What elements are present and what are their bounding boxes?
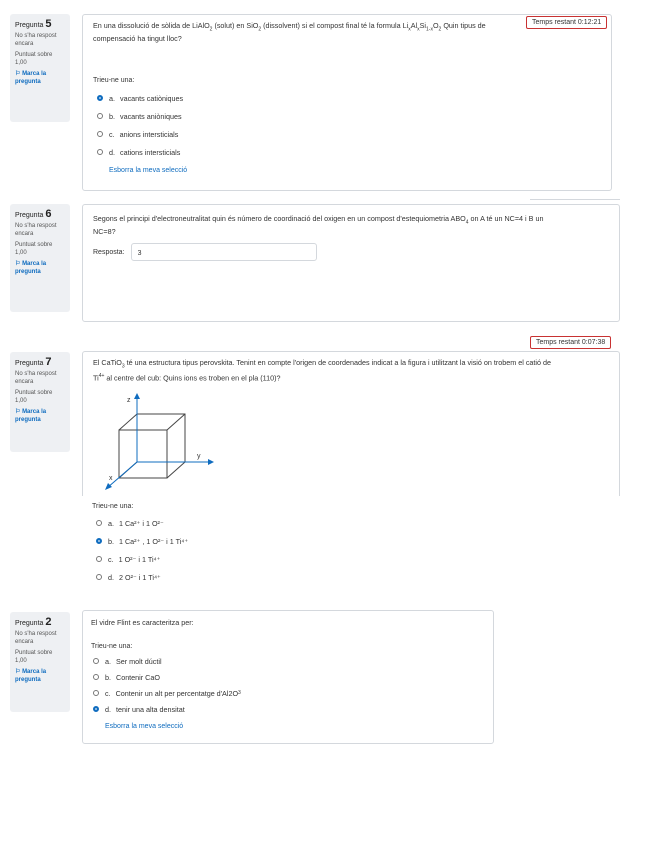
answer-prompt: Trieu-ne una: [92,503,134,510]
option-d[interactable]: d. tenir una alta densitat [93,701,241,717]
question-status: No s'ha respost encara [15,631,57,645]
option-a[interactable]: a. 1 Ca²⁺ i 1 O²⁻ [96,514,188,532]
option-c[interactable]: c. Contenir un alt per percentatge d'Al2O 3 [93,685,241,701]
radio-button[interactable] [96,538,102,544]
cube-back-face [137,414,185,462]
option-a[interactable]: a. vacants catiòniques [97,89,183,107]
radio-button[interactable] [93,658,99,664]
question-number: Pregunta 6 [15,208,52,220]
option-d[interactable]: d. 2 O²⁻ i 1 Ti⁴⁺ [96,568,188,586]
clear-selection-link[interactable]: Esborra la meva selecció [109,167,188,174]
answer-label: Resposta: [93,248,125,256]
question-info-2 [10,612,70,712]
clear-selection-link[interactable]: Esborra la meva selecció [105,723,184,730]
radio-button[interactable] [93,674,99,680]
question-status: No s'ha respost encara [15,33,57,47]
question-text: En una dissolució de sòlida de LiAlO$_2$ (solut) en SiO$_2$ (dissolvent) si el compost final té la formula $Li_xAl_xSi_{1-x}O_2$ Quin tipus de compensació ha tingut lloc? [93,21,486,44]
question-card-2 [82,610,494,744]
divider [530,199,620,200]
radio-button[interactable] [97,95,103,101]
question-text: El vidre Flint es caracteritza per: [91,618,194,627]
option-d[interactable]: d. cations intersticials [97,143,183,161]
cube-edge [119,414,137,430]
question-status: No s'ha respost encara [15,223,57,237]
radio-button[interactable] [96,574,102,580]
radio-button[interactable] [97,131,103,137]
question-info-7 [10,352,70,452]
question-status: No s'ha respost encara [15,371,57,385]
question-score: Puntuat sobre 1,00 [15,390,53,404]
axis-label-x: x [109,475,113,482]
flag-question-link[interactable]: ⚐ Marca la pregunta [15,71,47,85]
question-card-5 [82,14,612,191]
flag-icon: ⚐ [15,71,21,77]
z-arrow-icon [134,393,140,399]
flag-icon: ⚐ [15,669,21,675]
flag-icon: ⚐ [15,261,21,267]
answer-prompt: Trieu-ne una: [93,77,135,84]
question-score: Puntuat sobre 1,00 [15,242,53,256]
cube-edge [167,414,185,430]
radio-button[interactable] [97,113,103,119]
flag-question-link[interactable]: ⚐ Marca la pregunta [15,261,47,275]
cube-edge [167,462,185,478]
question-number: Pregunta 5 [15,18,52,30]
option-c[interactable]: c. anions intersticials [97,125,183,143]
flag-question-link[interactable]: ⚐ Marca la pregunta [15,669,47,683]
axis-label-y: y [197,453,201,460]
question-card-6 [82,204,620,322]
radio-button[interactable] [97,149,103,155]
answer-input[interactable] [131,243,317,261]
option-b[interactable]: b. vacants aniòniques [97,107,183,125]
question-card-7 [82,351,620,496]
question-number: Pregunta 7 [15,356,52,368]
question-number: Pregunta 2 [15,616,52,628]
cube-figure [99,390,219,494]
question-score: Puntuat sobre 1,00 [15,52,53,66]
question-text: Segons el principi d'electroneutralitat quin és número de coordinació del oxigen en un compost d'estequiometria $ABO_4$ on A té un NC=4 i B un NC=8? [93,214,544,237]
radio-button[interactable] [93,690,99,696]
radio-button[interactable] [96,556,102,562]
time-remaining: Temps restant 0:12:21 [526,16,607,29]
question-text: El CaTiO$_3$ té una estructura tipus perovskita. Tenint en compte l'origen de coordenades indicat a la figura i utilitzant la visió on trobem el catió de $Ti^{4+}$ al centre del cub: Quins ions es troben en el pla (110)? [93,358,552,383]
flag-icon: ⚐ [15,409,21,415]
answer-prompt: Trieu-ne una: [91,643,133,650]
question-score: Puntuat sobre 1,00 [15,650,53,664]
question-info-5 [10,14,70,122]
option-c[interactable]: c. 1 O²⁻ i 1 Ti⁴⁺ [96,550,188,568]
radio-button[interactable] [96,520,102,526]
axis-label-z: z [127,397,131,404]
flag-question-link[interactable]: ⚐ Marca la pregunta [15,409,47,423]
y-arrow-icon [208,459,214,465]
time-remaining: Temps restant 0:07:38 [530,336,611,349]
option-b[interactable]: b. Contenir CaO [93,669,241,685]
radio-button[interactable] [93,706,99,712]
option-b[interactable]: b. 1 Ca²⁺ , 1 O²⁻ i 1 Ti⁴⁺ [96,532,188,550]
option-a[interactable]: a. Ser molt dúctil [93,653,241,669]
question-info-6 [10,204,70,312]
